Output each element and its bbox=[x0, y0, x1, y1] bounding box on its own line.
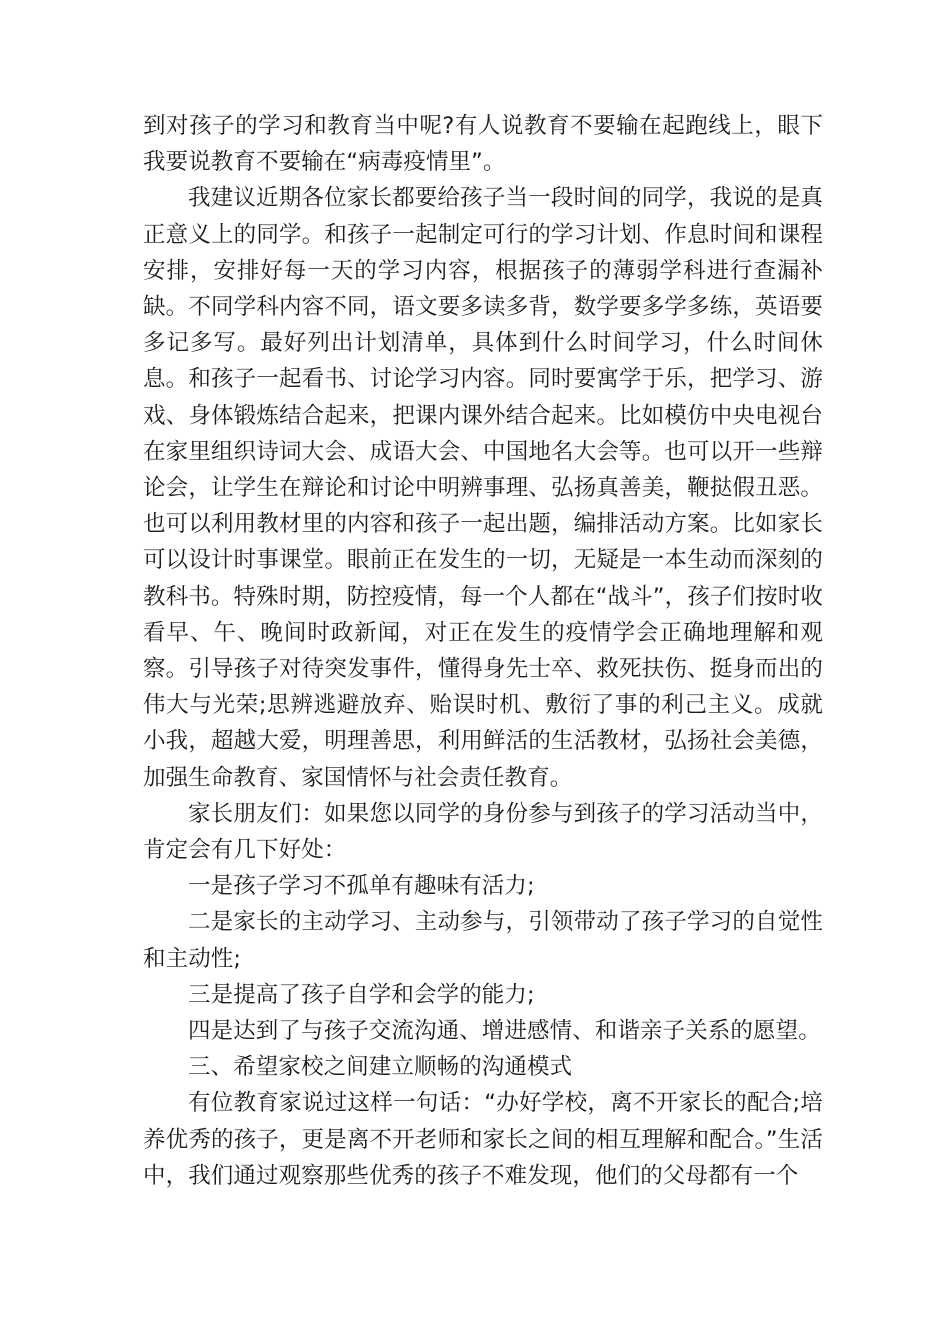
paragraph-study-partner-suggestion: 我建议近期各位家长都要给孩子当一段时间的同学，我说的是真正意义上的同学。和孩子一起制定可行的学习计划、作息时间和课程安排，安排好每一天的学习内容，根据孩子的薄弱学科进行查漏补缺。不同学科内容不同，语文要多读多背，数学要多学多练，英语要多记多写。最好列出计划清单，具体到什么时间学习，什么时间休息。和孩子一起看书、讨论学习内容。同时要寓学于乐，把学习、游戏、身体锻炼结合起来，把课内课外结合起来。比如模仿中央电视台在家里组织诗词大会、成语大会、中国地名大会等。也可以开一些辩论会，让学生在辩论和讨论中明辨事理、弘扬真善美，鞭挞假丑恶。也可以利用教材里的内容和孩子一起出题，编排活动方案。比如家长可以设计时事课堂。眼前正在发生的一切，无疑是一本生动而深刻的教科书。特殊时期，防控疫情，每一个人都在“战斗”，孩子们按时收看早、午、晚间时政新闻，对正在发生的疫情学会正确地理解和观察。引导孩子对待突发事件，懂得身先士卒、救死扶伤、挺身而出的伟大与光荣;思辨逃避放弃、贻误时机、敷衍了事的利己主义。成就小我，超越大爱，明理善思，利用鲜活的生活教材，弘扬社会美德，加强生命教育、家国情怀与社会责任教育。 bbox=[143, 185, 823, 791]
list-item-benefit-3: 三是提高了孩子自学和会学的能力; bbox=[188, 981, 535, 1008]
list-item-benefit-1: 一是孩子学习不孤单有趣味有活力; bbox=[188, 873, 535, 900]
list-item-benefit-2: 二是家长的主动学习、主动参与，引领带动了孩子学习的自觉性和主动性; bbox=[143, 909, 823, 972]
paragraph-continuation: 到对孩子的学习和教育当中呢?有人说教育不要输在起跑线上，眼下我要说教育不要输在“病毒疫情里”。 bbox=[143, 113, 823, 176]
paragraph-educator-quote: 有位教育家说过这样一句话：“办好学校，离不开家长的配合;培养优秀的孩子，更是离不开老师和家长之间的相互理解和配合。”生活中，我们通过观察那些优秀的孩子不难发现，他们的父母都有一个 bbox=[143, 1090, 823, 1189]
paragraph-benefits-intro: 家长朋友们：如果您以同学的身份参与到孩子的学习活动当中，肯定会有几下好处： bbox=[143, 800, 823, 864]
document-body bbox=[143, 108, 823, 1194]
section-heading-3: 三、希望家校之间建立顺畅的沟通模式 bbox=[188, 1054, 573, 1081]
list-item-benefit-4: 四是达到了与孩子交流沟通、增进感情、和谐亲子关系的愿望。 bbox=[188, 1018, 821, 1045]
